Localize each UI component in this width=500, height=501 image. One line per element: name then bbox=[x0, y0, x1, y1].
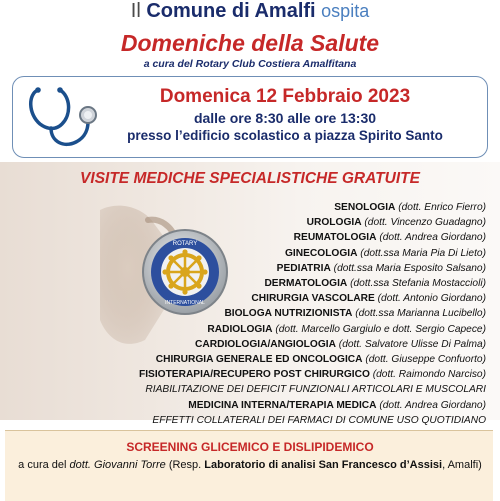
screening-doctor: dott. Giovanni Torre bbox=[69, 459, 166, 471]
specialty-row bbox=[116, 306, 486, 321]
event-title: Domeniche della Salute bbox=[120, 30, 380, 56]
specialty-row bbox=[116, 367, 486, 382]
specialty-name: PEDIATRIA bbox=[276, 262, 331, 274]
specialty-name: FISIOTERAPIA/RECUPERO POST CHIRURGICO bbox=[138, 369, 370, 381]
screening-organizer bbox=[0, 459, 500, 471]
specialty-doctor: (dott. Salvatore Ulisse Di Palma) bbox=[338, 338, 486, 350]
specialty-doctor: (dott. Andrea Giordano) bbox=[379, 399, 486, 411]
specialties-list bbox=[116, 200, 486, 443]
specialty-row bbox=[116, 246, 486, 261]
specialty-name: GINECOLOGIA bbox=[285, 247, 358, 259]
specialty-name: RADIOLOGIA bbox=[207, 323, 273, 335]
specialty-row bbox=[116, 413, 486, 428]
rotary-bottom-text: INTERNATIONAL bbox=[165, 300, 205, 306]
specialty-doctor: (dott. Antonio Giordano) bbox=[377, 293, 486, 305]
event-venue: presso l’edificio scolastico a piazza Spirito Santo bbox=[127, 128, 443, 143]
header-line bbox=[0, 0, 500, 22]
specialty-row bbox=[116, 322, 486, 337]
specialty-name: CHIRURGIA GENERALE ED ONCOLOGICA bbox=[155, 354, 363, 366]
specialty-name: SENOLOGIA bbox=[334, 202, 396, 213]
event-organizer: a cura del Rotary Club Costiera Amalfitana bbox=[143, 58, 357, 70]
screening-title: SCREENING GLICEMICO E DISLIPIDEMICO bbox=[126, 440, 374, 454]
specialty-note: RIABILITAZIONE DEI DEFICIT FUNZIONALI ARTICOLARI E MUSCOLARI bbox=[145, 384, 486, 396]
specialty-doctor: (dott. Vincenzo Guadagno) bbox=[364, 217, 486, 229]
specialty-name: BIOLOGA NUTRIZIONISTA bbox=[224, 308, 353, 320]
specialty-row bbox=[116, 200, 486, 215]
specialty-doctor: (dott.ssa Marianna Lucibello) bbox=[355, 308, 486, 320]
specialty-doctor: (dott.ssa Maria Pia Di Lieto) bbox=[360, 247, 486, 259]
specialty-name: MEDICINA INTERNA/TERAPIA MEDICA bbox=[188, 399, 377, 411]
specialty-doctor: (dott. Andrea Giordano) bbox=[379, 232, 486, 244]
specialty-doctor: (dott. Marcello Gargiulo e dott. Sergio Capece) bbox=[275, 323, 486, 335]
screening-resp: (Resp. bbox=[168, 459, 202, 471]
specialty-row bbox=[116, 230, 486, 245]
screening-lab: Laboratorio di analisi San Francesco d’Assisi bbox=[204, 459, 443, 471]
specialty-name: REUMATOLOGIA bbox=[293, 232, 377, 244]
specialty-name: CHIRURGIA VASCOLARE bbox=[251, 293, 375, 305]
header-comune: Comune di Amalfi bbox=[146, 0, 316, 22]
header-il: Il bbox=[130, 0, 141, 22]
specialty-row bbox=[116, 215, 486, 230]
header-ospita: ospita bbox=[321, 1, 370, 21]
specialty-doctor: (dott. Giuseppe Confuorto) bbox=[365, 354, 486, 366]
screening-city: , Amalfi) bbox=[442, 459, 482, 471]
specialty-row bbox=[116, 261, 486, 276]
specialty-name: DERMATOLOGIA bbox=[264, 278, 348, 290]
specialty-row bbox=[116, 337, 486, 352]
rotary-top-text: ROTARY bbox=[172, 241, 198, 247]
specialty-note: EFFETTI COLLATERALI DEI FARMACI DI COMUNE USO QUOTIDIANO bbox=[152, 414, 486, 426]
specialty-name: UROLOGIA bbox=[306, 217, 362, 229]
event-hours: dalle ore 8:30 alle ore 13:30 bbox=[193, 110, 377, 126]
event-date: Domenica 12 Febbraio 2023 bbox=[159, 86, 411, 107]
specialty-row bbox=[116, 382, 486, 397]
specialty-row bbox=[116, 352, 486, 367]
specialty-row bbox=[116, 276, 486, 291]
stethoscope-icon bbox=[22, 84, 106, 154]
specialty-doctor: (dott. Raimondo Narciso) bbox=[372, 369, 486, 381]
section-title: VISITE MEDICHE SPECIALISTICHE GRATUITE bbox=[80, 170, 420, 187]
specialty-doctor: (dott.ssa Stefania Mostaccioli) bbox=[350, 278, 486, 290]
specialty-name: CARDIOLOGIA/ANGIOLOGIA bbox=[195, 338, 336, 350]
specialty-row bbox=[116, 291, 486, 306]
specialty-row bbox=[116, 398, 486, 413]
screening-cura-prefix: a cura del bbox=[18, 459, 67, 471]
specialty-doctor: (dott. Enrico Fierro) bbox=[398, 202, 486, 213]
specialty-doctor: (dott.ssa Maria Esposito Salsano) bbox=[333, 262, 486, 274]
